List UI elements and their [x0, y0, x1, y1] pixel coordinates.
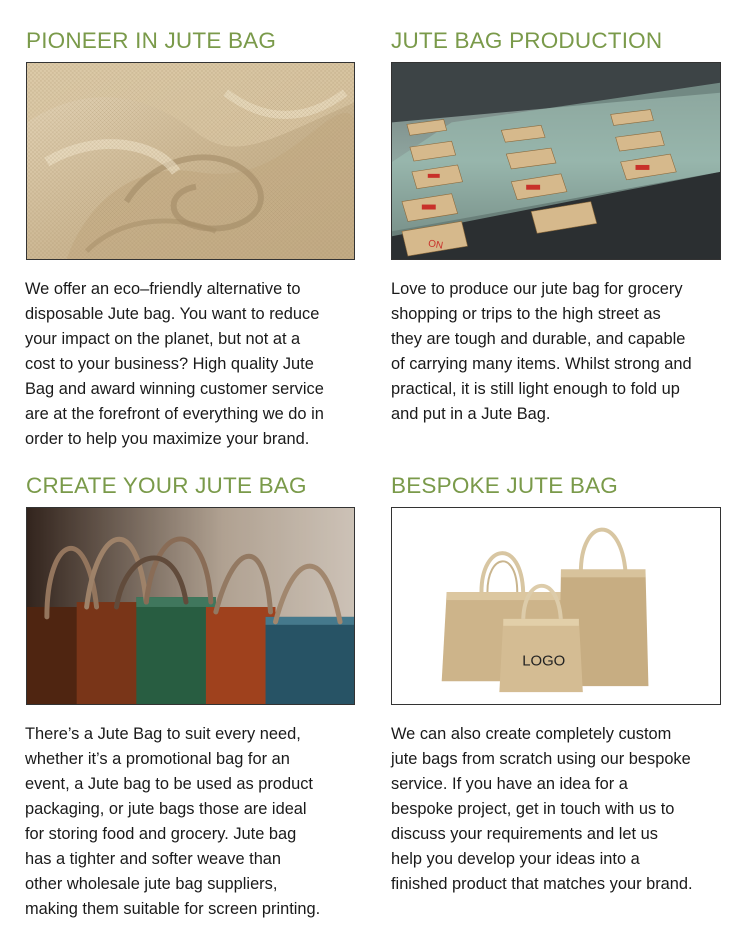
section-text-production: Love to produce our jute bag for grocery shopping or trips to the high street as they are tough and durable, and capable of carrying many items. Whilst strong and practical, it is still light enough to fold up and put in a Jute Bag.: [391, 280, 692, 423]
section-title-bespoke: BESPOKE JUTE BAG: [391, 473, 619, 498]
production-line-photo: [391, 62, 721, 260]
bag-logo-text: LOGO: [522, 653, 566, 670]
production-label-text: ON: [427, 238, 444, 252]
colored-bags-photo: [26, 507, 355, 705]
section-title-production: JUTE BAG PRODUCTION: [391, 28, 663, 53]
section-text-create: There’s a Jute Bag to suit every need, whether it’s a promotional bag for an event, a Jute bag to be used as product packaging, or jute bags those are ideal for storing food and grocery. Jute bag has a tighter and softer weave than other wholesale jute bag suppliers, making them suitable for screen printing.: [25, 725, 321, 918]
section-title-create: CREATE YOUR JUTE BAG: [26, 473, 307, 498]
jute-fabric-photo: [26, 62, 355, 260]
section-text-bespoke: We can also create completely custom jute bags from scratch using our bespoke service. If you have an idea for a bespoke project, get in touch with us to discuss your requirements and let us help you develop your ideas into a finished product that matches your brand.: [391, 725, 693, 893]
bespoke-bags-photo: [391, 507, 721, 705]
section-title-pioneer: PIONEER IN JUTE BAG: [26, 28, 277, 53]
section-text-pioneer: We offer an eco–friendly alternative to disposable Jute bag. You want to reduce your impact on the planet, but not at a cost to your business? High quality Jute Bag and award winning customer service are at the forefront of everything we do in order to help you maximize your brand.: [25, 280, 324, 448]
